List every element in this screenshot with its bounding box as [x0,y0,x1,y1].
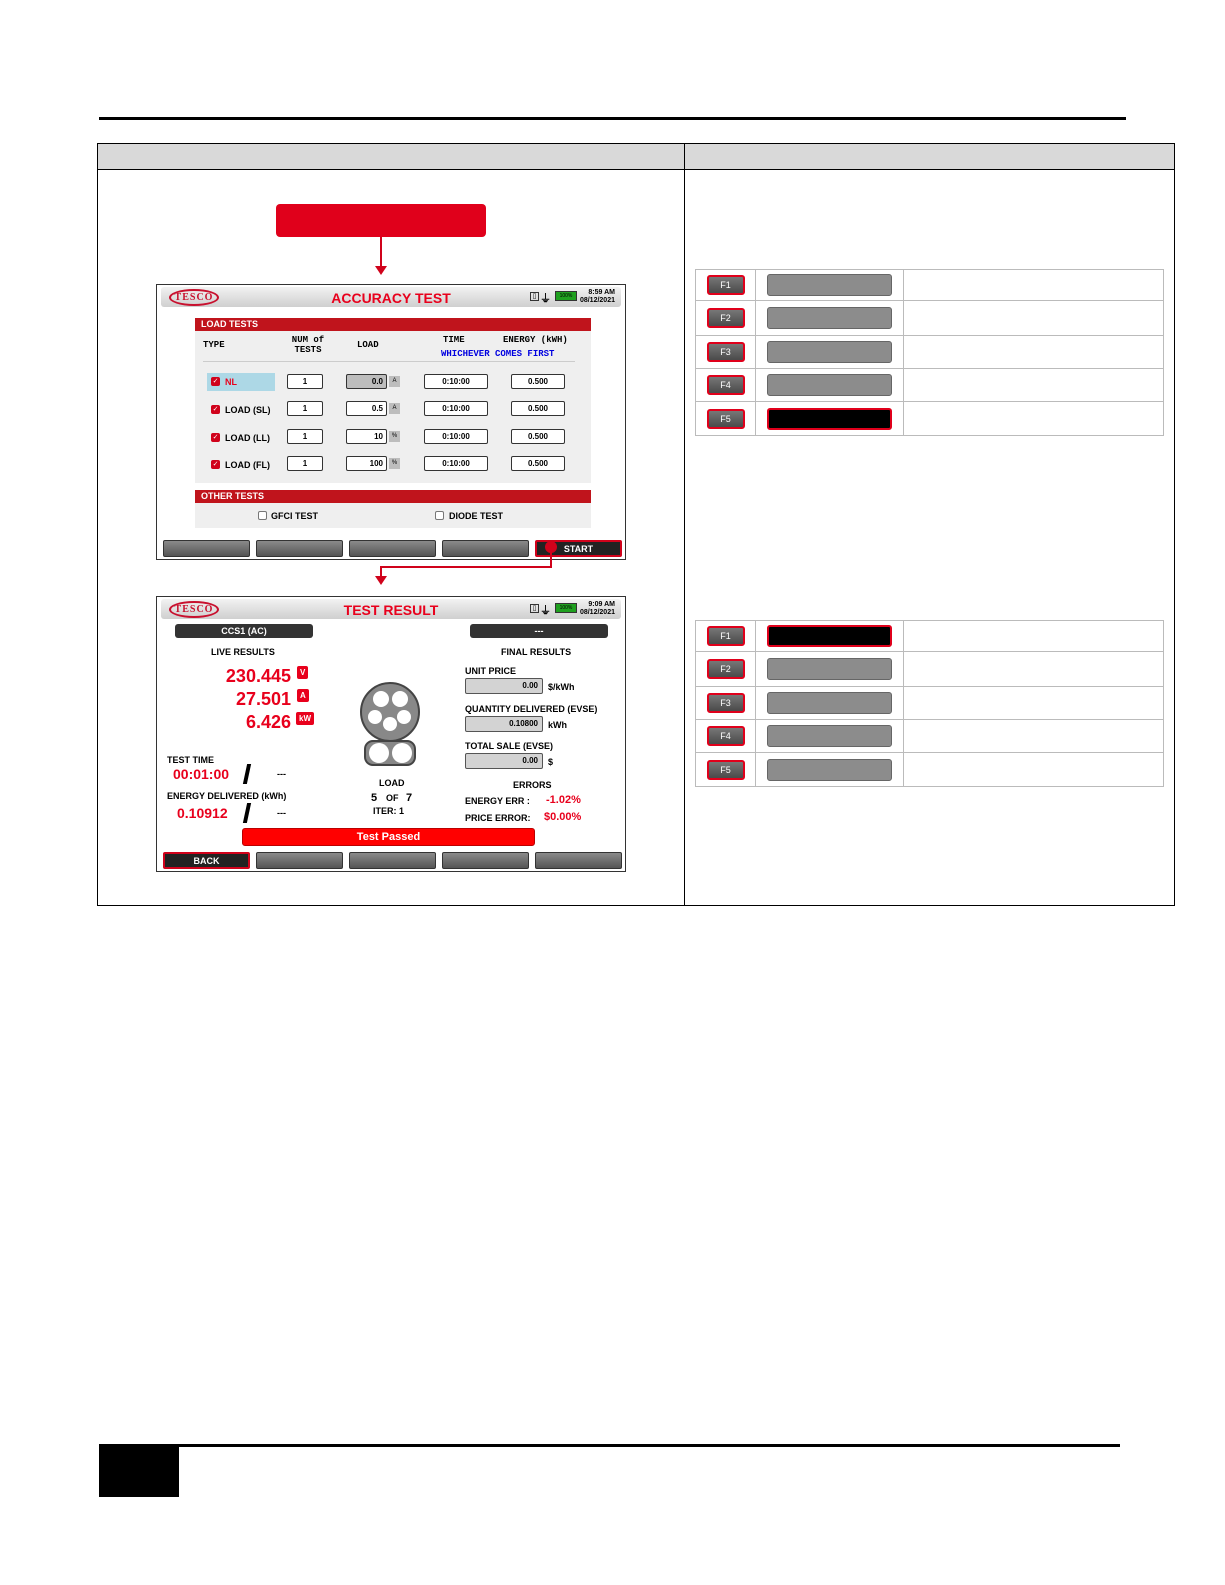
start-button[interactable]: START [535,540,622,557]
row-ll-label: LOAD (LL) [225,433,270,443]
row-fl-energy[interactable]: 0.500 [511,456,565,471]
test-time-label: TEST TIME [167,755,214,765]
usb-icon: ▯ [530,604,539,613]
title-bar [161,287,621,307]
row-ll-checkbox[interactable]: ✓ [212,434,219,441]
load-current: 5 [371,792,378,804]
f2-key[interactable]: F2 [707,308,745,328]
arrow-head [375,266,387,275]
f5-key[interactable]: F5 [707,409,745,429]
date-text: 08/12/2021 [579,297,615,304]
plug-icon: ⏚ [540,605,551,617]
ccs-connector-icon [360,681,424,767]
row-fl-num[interactable]: 1 [287,456,323,471]
function-key-table-bottom [695,620,1164,787]
gfci-checkbox[interactable] [258,511,267,520]
f1-bar [767,274,892,296]
date-text: 08/12/2021 [579,609,615,616]
row-nl-checkbox[interactable]: ✓ [212,378,219,385]
plug-icon: ⏚ [540,293,551,305]
slash-divider [243,803,251,823]
row-sl-checkbox[interactable]: ✓ [212,406,219,413]
errors-label: ERRORS [513,780,552,790]
row-sl-num[interactable]: 1 [287,401,323,416]
whichever-note: WHICHEVER COMES FIRST [441,349,555,359]
softkey-f4[interactable] [442,852,529,869]
row-nl-energy[interactable]: 0.500 [511,374,565,389]
test-time-value: 00:01:00 [173,766,230,782]
f4-bar [767,374,892,396]
bottom-rule [99,1444,1120,1447]
gfci-label: GFCI TEST [271,511,318,521]
price-err-label: PRICE ERROR: [465,813,531,823]
row-fl-label: LOAD (FL) [225,460,270,470]
f4-key[interactable]: F4 [707,726,745,746]
row-nl-num[interactable]: 1 [287,374,323,389]
table-column-divider [684,143,685,906]
load-total: 7 [406,792,413,804]
f2-bar [767,658,892,680]
battery-icon: 100% [555,603,577,613]
usb-icon: ▯ [530,292,539,301]
col-energy: ENERGY (kWH) [503,335,568,345]
screen-title: ACCURACY TEST [331,290,451,306]
f5-bar [767,759,892,781]
f3-bar [767,692,892,714]
total-sale-unit: $ [548,757,554,767]
load-of: OF [386,793,399,803]
diode-checkbox[interactable] [435,511,444,520]
f4-bar [767,725,892,747]
test-passed-banner: Test Passed [242,828,535,846]
softkey-f4[interactable] [442,540,529,557]
page-number-box [99,1447,179,1497]
title-bar [161,599,621,619]
energy-err-label: ENERGY ERR : [465,796,530,806]
f4-key[interactable]: F4 [707,375,745,395]
clock [580,601,615,617]
connector-line-left [380,566,382,576]
total-sale-label: TOTAL SALE (EVSE) [465,741,554,751]
row-ll-time[interactable]: 0:10:00 [424,429,488,444]
row-fl-time[interactable]: 0:10:00 [424,456,488,471]
test-result-screen [156,596,626,872]
current-value: 27.501 [235,689,291,709]
load-tests-panel [195,318,591,483]
total-sale-field: 0.00 [465,753,543,769]
softkey-f1[interactable] [163,540,250,557]
battery-icon: 100% [555,291,577,301]
row-sl-label: LOAD (SL) [225,405,271,415]
final-results-label: FINAL RESULTS [501,647,572,657]
row-ll-energy[interactable]: 0.500 [511,429,565,444]
live-results-label: LIVE RESULTS [211,647,275,657]
other-tests-panel [195,490,591,528]
test-time-alt: --- [277,769,286,779]
row-sl-time[interactable]: 0:10:00 [424,401,488,416]
callout-label [276,204,486,237]
softkey-f3[interactable] [349,852,436,869]
arrow-line [380,237,382,267]
energy-err-value: -1.02% [546,794,581,806]
col-num-tests: NUM of TESTS [291,335,325,355]
softkey-f3[interactable] [349,540,436,557]
row-ll-unit: % [389,431,400,442]
col-load: LOAD [357,340,379,350]
f2-bar [767,307,892,329]
tesco-logo: TESCO [169,601,219,618]
row-nl-label: NL [225,377,237,387]
f3-bar [767,341,892,363]
time-text: 9:09 AM [588,601,615,608]
current-unit: A [297,689,309,702]
top-rule [99,117,1126,120]
back-button[interactable]: BACK [163,852,250,869]
connector-line-horizontal [380,566,552,568]
power-unit: kW [296,712,314,725]
accuracy-test-screen [156,284,626,560]
f1-key[interactable]: F1 [707,626,745,646]
unit-price-field: 0.00 [465,678,543,694]
row-ll-load[interactable]: 10 [346,429,387,444]
row-sl-unit: A [389,403,400,414]
table-header-row [98,144,1174,170]
f1-key[interactable]: F1 [707,275,745,295]
softkey-bar [163,852,623,869]
screen-title: TEST RESULT [343,602,439,618]
clock [580,289,615,305]
connector-arrow-head [375,576,387,585]
load-tests-heading: LOAD TESTS [195,318,591,331]
unit-price-label: UNIT PRICE [465,666,517,676]
slash-divider [243,764,251,784]
connector-type-pill: CCS1 (AC) [175,624,313,638]
f5-bar-active [767,408,892,430]
header-divider [203,361,575,362]
row-nl-time[interactable]: 0:10:00 [424,374,488,389]
row-fl-unit: % [389,458,400,469]
row-nl-unit: A [389,376,400,387]
row-ll-num[interactable]: 1 [287,429,323,444]
softkey-f2[interactable] [256,852,343,869]
voltage-value: 230.445 [225,666,291,686]
row-sl-load[interactable]: 0.5 [346,401,387,416]
f5-key[interactable]: F5 [707,760,745,780]
f3-key[interactable]: F3 [707,342,745,362]
function-key-table-top [695,269,1164,436]
other-tests-heading: OTHER TESTS [195,490,591,503]
row-nl-load[interactable]: 0.0 [346,374,387,389]
time-text: 8:59 AM [588,289,615,296]
col-time: TIME [443,335,465,345]
col-type: TYPE [203,340,225,350]
power-value: 6.426 [245,712,291,732]
energy-delivered-label: ENERGY DELIVERED (kWh) [167,791,287,801]
softkey-f2[interactable] [256,540,343,557]
quantity-label: QUANTITY DELIVERED (EVSE) [465,704,598,714]
quantity-unit: kWh [548,720,567,730]
diode-label: DIODE TEST [449,511,504,521]
price-err-value: $0.00% [544,811,582,823]
energy-delivered-value: 0.10912 [177,805,228,821]
voltage-unit: V [297,666,308,679]
f2-key[interactable]: F2 [707,659,745,679]
iteration-label: ITER: 1 [373,806,405,816]
softkey-f5[interactable] [535,852,622,869]
quantity-field: 0.10800 [465,716,543,732]
row-fl-checkbox[interactable]: ✓ [212,461,219,468]
row-fl-load[interactable]: 100 [346,456,387,471]
f3-key[interactable]: F3 [707,693,745,713]
f1-bar-active [767,625,892,647]
unit-price-unit: $/kWh [548,682,575,692]
status-pill: --- [470,624,608,638]
tesco-logo: TESCO [169,289,219,306]
row-sl-energy[interactable]: 0.500 [511,401,565,416]
load-label: LOAD [379,778,405,788]
energy-delivered-alt: --- [277,808,286,818]
